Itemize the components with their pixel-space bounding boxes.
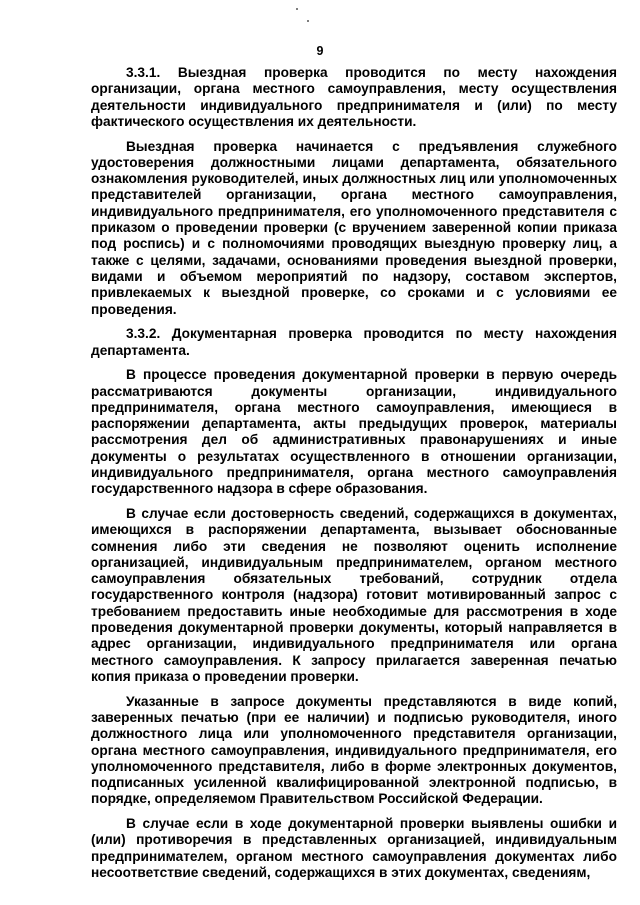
paragraph-requested-documents: Указанные в запросе документы представляются в виде копий, заверенных печатью (при ее наличии) и подписью руководителя, иного должностного лица или уполномоченного представителя организации, органа местного самоуправления, индивидуального предпринимателя, его уполномоченного представителя, либо в форме электронных документов, подписанных усиленной квалифицированной электронной подписью, в порядке, определяемом Правительством Российской Федерации.: [91, 693, 617, 807]
paragraph-3-3-2: 3.3.2. Документарная проверка проводится по месту нахождения департамента.: [91, 326, 617, 358]
paragraph-document-review: В процессе проведения документарной проверки в первую очередь рассматриваются документы организации, индивидуального предпринимателя, органа местного самоуправления, имеющиеся в распоряжении департамента, акты предыдущих проверок, материалы рассмотрения дел об административных правонарушениях и иные документы о результатах осуществленного в отношении организации, индивидуального предпринимателя, органа местного самоуправления государственного надзора в сфере образования.: [91, 367, 617, 497]
paragraph-field-inspection-start: Выездная проверка начинается с предъявления служебного удостоверения должностными лицами департамента, обязательного ознакомления руководителей, иных должностных лиц или уполномоченных представителей организации, органа местного самоуправления, индивидуального предпринимателя, его уполномоченного представителя с приказом о проведении проверки (с вручением заверенной копии приказа под роспись) и с полномочиями проводящих выездную проверку лиц, а также с целями, задачами, основаниями проведения выездной проверки, видами и объемом мероприятий по надзору, составом экспертов, привлекаемых к выездной проверке, со сроками и с условиями ее проведения.: [91, 138, 617, 317]
paragraph-3-3-1: 3.3.1. Выездная проверка проводится по месту нахождения организации, органа местного самоуправления, месту осуществления деятельности индивидуального предпринимателя и (или) по месту фактического осуществления их деятельности.: [91, 65, 617, 129]
paragraph-errors-contradictions: В случае если в ходе документарной проверки выявлены ошибки и (или) противоречия в представленных организацией, индивидуальным предпринимателем, органом местного самоуправления документах либо несоответствие сведений, содержащихся в этих документах, сведениям,: [91, 816, 617, 880]
paragraph-reliability-request: В случае если достоверность сведений, содержащихся в документах, имеющихся в распоряжении департамента, вызывает обоснованные сомнения либо эти сведения не позволяют оценить исполнение организацией, индивидуальным предпринимателем, органом местного самоуправления обязательных требований, сотрудник отдела государственного контроля (надзора) готовит мотивированный запрос с требованием предоставить иные необходимые для рассмотрения в ходе проведения документарной проверки документы, который направляется в адрес организации, индивидуального предпринимателя или органа местного самоуправления. К запросу прилагается заверенная печатью копия приказа о проведении проверки.: [91, 505, 617, 684]
document-body: [91, 65, 617, 890]
scan-speck: [296, 8, 298, 10]
scan-speck: [307, 20, 309, 22]
page-number: 9: [316, 44, 324, 58]
